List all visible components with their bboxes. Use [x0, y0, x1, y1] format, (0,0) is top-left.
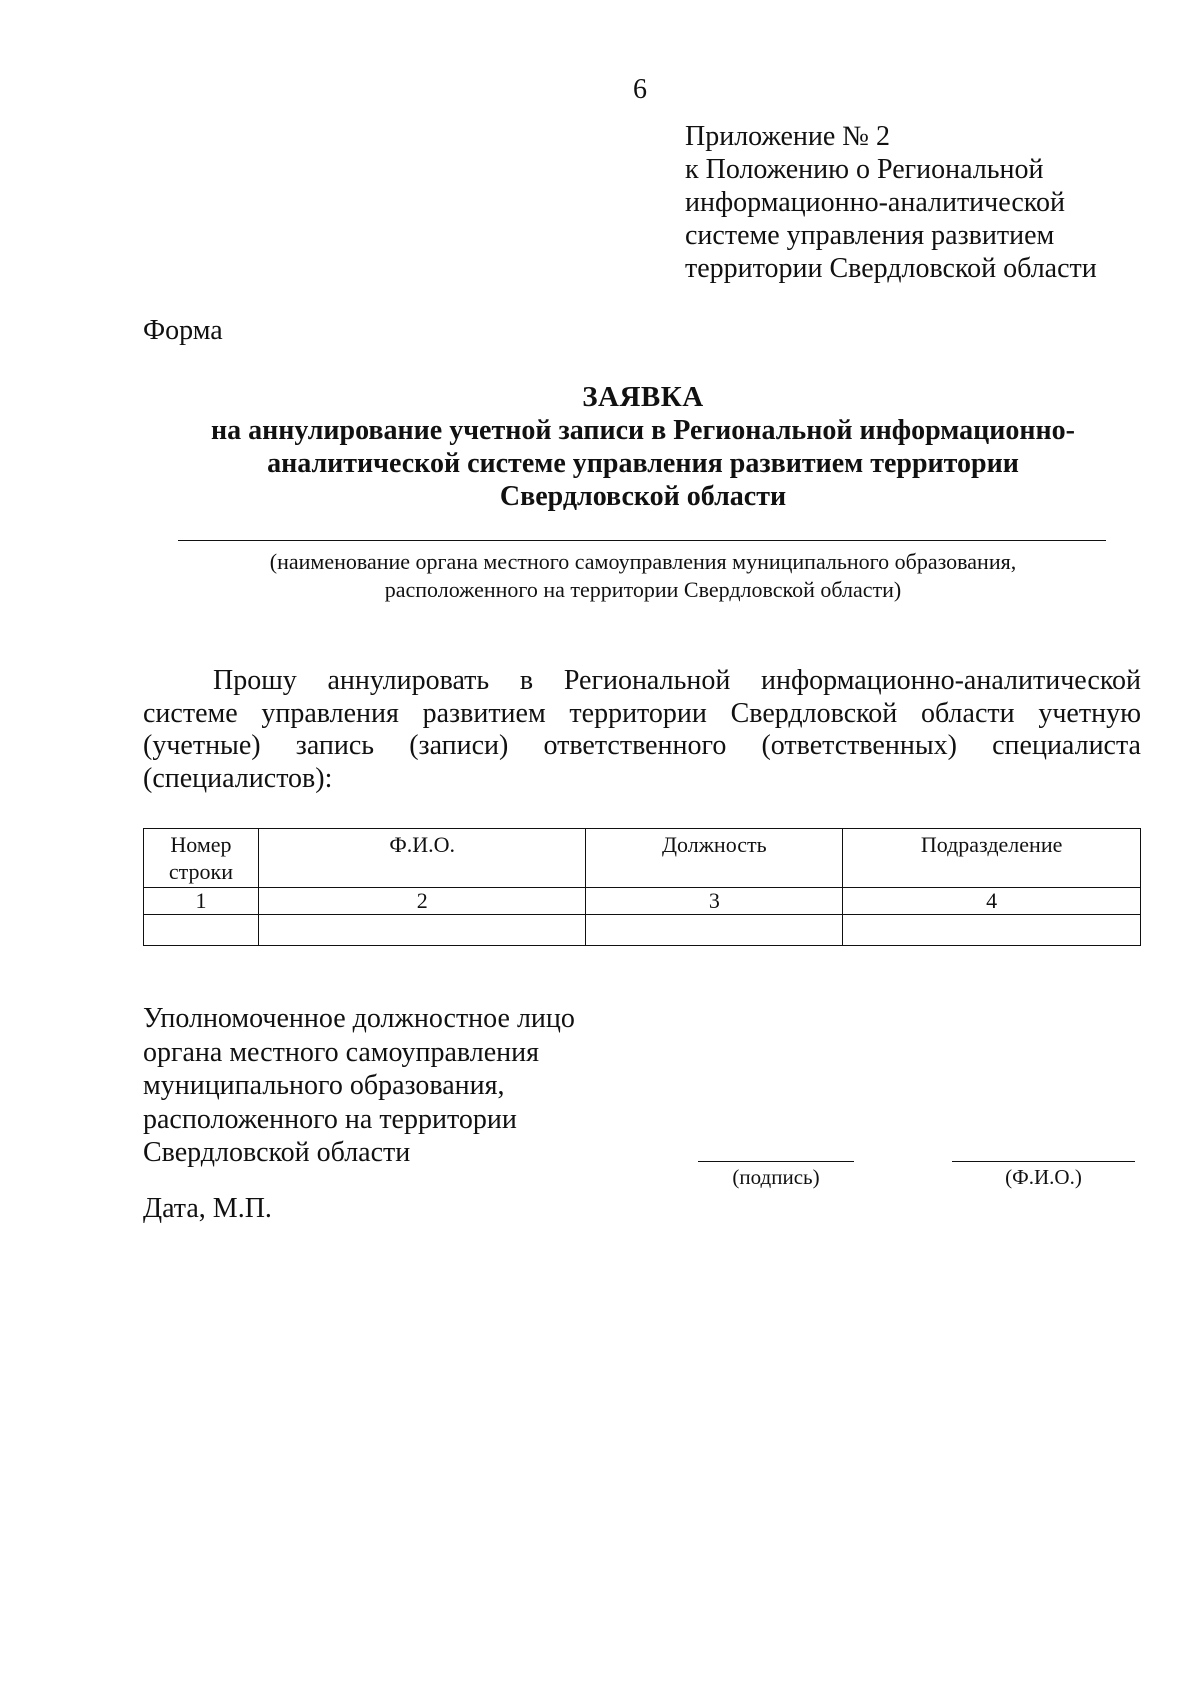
signer-line: расположенного на территории: [143, 1103, 517, 1135]
table-cell: 2: [258, 888, 586, 915]
appendix-reference: [685, 120, 1145, 285]
signature-caption: (подпись): [732, 1165, 820, 1189]
table-cell[interactable]: [586, 915, 843, 946]
signer-line: органа местного самоуправления: [143, 1036, 539, 1068]
table-cell: 4: [843, 888, 1141, 915]
title-main: ЗАЯВКА: [582, 381, 704, 413]
table-cell: 3: [586, 888, 843, 915]
document-title: [143, 380, 1143, 513]
table-cell[interactable]: [258, 915, 586, 946]
title-line: аналитической системе управления развитием территории: [267, 448, 1019, 479]
specialists-table: [143, 828, 1141, 946]
full-name-caption: (Ф.И.О.): [1005, 1165, 1082, 1189]
signature-fill-line[interactable]: [698, 1161, 854, 1162]
signer-line: муниципального образования,: [143, 1070, 505, 1101]
org-caption-line: (наименование органа местного самоуправления муниципального образования,: [269, 549, 1017, 574]
form-label: Форма: [143, 315, 223, 346]
table-header-cell: Ф.И.О.: [258, 829, 586, 888]
table-header-cell: Номер строки: [144, 829, 259, 888]
appendix-line: к Положению о Региональной: [685, 154, 1044, 185]
table-cell: 1: [144, 888, 259, 915]
org-name-caption: [143, 548, 1143, 604]
org-name-fill-line[interactable]: [178, 540, 1106, 541]
signer-line: Свердловской области: [143, 1137, 411, 1168]
appendix-line: территории Свердловской области: [685, 253, 1097, 284]
title-line: Свердловской области: [499, 481, 787, 512]
full-name-fill-line[interactable]: [952, 1161, 1135, 1162]
page-number: 6: [633, 74, 647, 105]
table-header-row: [144, 829, 1141, 888]
signer-line: Уполномоченное должностное лицо: [143, 1003, 575, 1034]
table-header-cell: Должность: [586, 829, 843, 888]
title-line: на аннулирование учетной записи в Региональной информационно-: [211, 415, 1075, 446]
request-text: Прошу аннулировать в Региональной информационно-аналитической системе управления развитием территории Свердловской области учетную (учетные) запись (записи) ответственного (ответственных) специалиста (специалистов):: [143, 665, 1141, 794]
table-cell[interactable]: [843, 915, 1141, 946]
appendix-line: информационно-аналитической: [685, 187, 1065, 218]
org-caption-line: расположенного на территории Свердловской области): [384, 577, 902, 602]
table-cell[interactable]: [144, 915, 259, 946]
table-row: [144, 915, 1141, 946]
appendix-line: системе управления развитием: [685, 220, 1055, 251]
table-header-cell: Подразделение: [843, 829, 1141, 888]
request-paragraph: [143, 665, 1141, 795]
authorized-official: [143, 1002, 663, 1170]
date-stamp-label: Дата, М.П.: [143, 1193, 272, 1224]
appendix-line: Приложение № 2: [685, 121, 890, 152]
table-numbering-row: [144, 888, 1141, 915]
